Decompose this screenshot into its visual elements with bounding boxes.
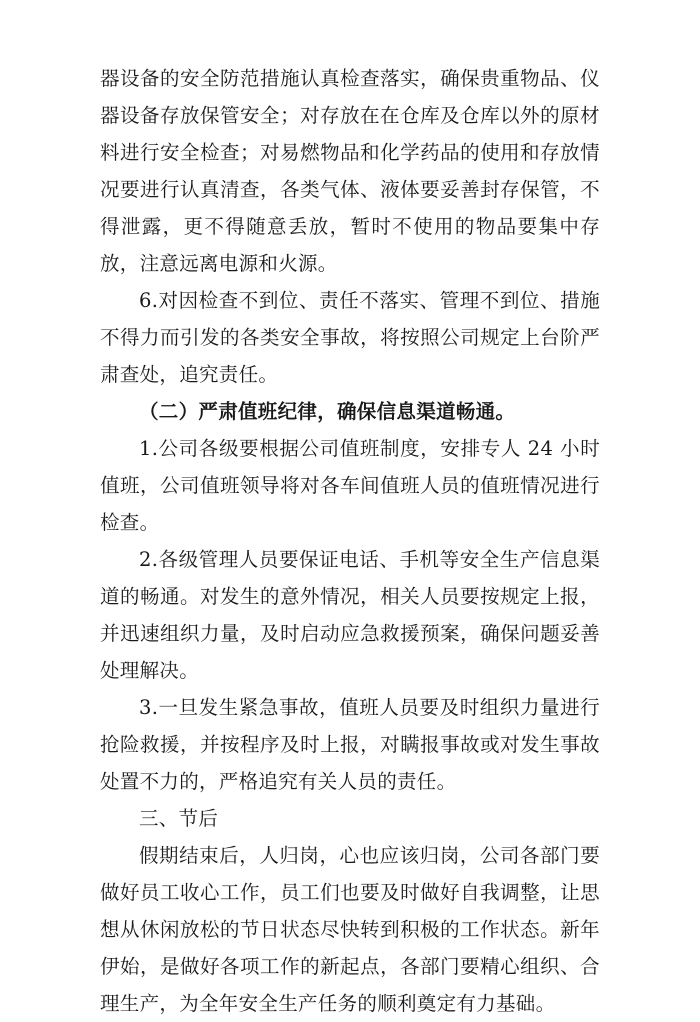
section-heading-duty: （二）严肃值班纪律，确保信息渠道畅通。 — [139, 400, 516, 423]
section-heading-after-holiday: 三、节后 — [139, 807, 219, 830]
paragraph-duty-item-1: 1.公司各级要根据公司值班制度，安排专人 24 小时值班，公司值班领导将对各车间值班人员的值班情况进行检查。 — [100, 437, 600, 534]
paragraph-duty-item-2: 2.各级管理人员要保证电话、手机等安全生产信息渠道的畅通。对发生的意外情况，相关人员要按规定上报，并迅速组织力量，及时启动应急救援预案，确保问题妥善处理解决。 — [100, 548, 600, 682]
paragraph-duty-item-3: 3.一旦发生紧急事故，值班人员要及时组织力量进行抢险救援，并按程序及时上报，对瞒报事故或对发生事故处置不力的，严格追究有关人员的责任。 — [100, 696, 600, 793]
paragraph-safety-storage: 器设备的安全防范措施认真检查落实，确保贵重物品、仪器设备存放保管安全；对存放在在仓库及仓库以外的原材料进行安全检查；对易燃物品和化学药品的使用和存放情况要进行认真清查，各类气体、液体要妥善封存保管，不得泄露，更不得随意丢放，暂时不使用的物品要集中存放，注意远离电源和火源。 — [100, 67, 600, 275]
paragraph-after-holiday: 假期结束后，人归岗，心也应该归岗，公司各部门要做好员工收心工作，员工们也要及时做好自我调整，让思想从休闲放松的节日状态尽快转到积极的工作状态。新年伊始，是做好各项工作的新起点，各部门要精心组织、合理生产，为全年安全生产任务的顺利奠定有力基础。 — [100, 844, 600, 1015]
paragraph-item-6: 6.对因检查不到位、责任不落实、管理不到位、措施不得力而引发的各类安全事故，将按照公司规定上台阶严肃查处，追究责任。 — [100, 289, 600, 386]
